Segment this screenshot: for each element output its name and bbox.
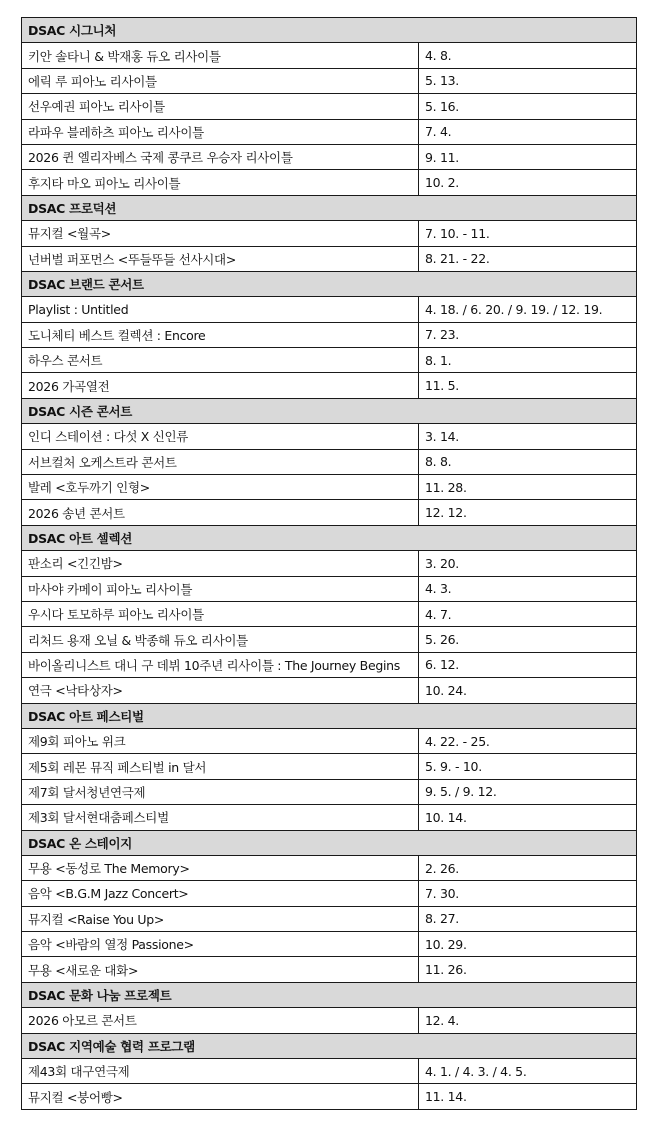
program-date: 4. 22. - 25. bbox=[419, 728, 637, 753]
program-date: 8. 8. bbox=[419, 449, 637, 474]
program-row bbox=[22, 627, 637, 652]
program-row bbox=[22, 246, 637, 271]
program-date: 5. 26. bbox=[419, 627, 637, 652]
program-date: 10. 14. bbox=[419, 805, 637, 830]
program-date: 5. 9. - 10. bbox=[419, 754, 637, 779]
section-header-row bbox=[22, 271, 637, 296]
program-date: 10. 2. bbox=[419, 170, 637, 195]
program-name: 뮤지컬 <붕어빵> bbox=[22, 1084, 419, 1109]
program-row bbox=[22, 551, 637, 576]
program-row bbox=[22, 779, 637, 804]
program-row bbox=[22, 348, 637, 373]
program-date: 6. 12. bbox=[419, 652, 637, 677]
program-date: 9. 5. / 9. 12. bbox=[419, 779, 637, 804]
program-date: 7. 23. bbox=[419, 322, 637, 347]
program-date: 12. 12. bbox=[419, 500, 637, 525]
program-row bbox=[22, 119, 637, 144]
section-header-row bbox=[22, 1033, 637, 1058]
program-date: 11. 14. bbox=[419, 1084, 637, 1109]
program-name: 라파우 블레하츠 피아노 리사이틀 bbox=[22, 119, 419, 144]
program-name: 제7회 달서청년연극제 bbox=[22, 779, 419, 804]
program-date: 10. 29. bbox=[419, 932, 637, 957]
program-row bbox=[22, 932, 637, 957]
program-date: 7. 30. bbox=[419, 881, 637, 906]
program-date: 8. 27. bbox=[419, 906, 637, 931]
section-title: DSAC 아트 페스티벌 bbox=[22, 703, 637, 728]
program-row bbox=[22, 906, 637, 931]
program-name: 연극 <낙타상자> bbox=[22, 678, 419, 703]
program-name: 제9회 피아노 위크 bbox=[22, 728, 419, 753]
section-header-row bbox=[22, 398, 637, 423]
program-row bbox=[22, 1059, 637, 1084]
program-name: 음악 <B.G.M Jazz Concert> bbox=[22, 881, 419, 906]
section-title: DSAC 브랜드 콘서트 bbox=[22, 271, 637, 296]
program-name: 2026 가곡열전 bbox=[22, 373, 419, 398]
program-name: 판소리 <긴긴밤> bbox=[22, 551, 419, 576]
program-row bbox=[22, 678, 637, 703]
program-date: 2. 26. bbox=[419, 855, 637, 880]
program-date: 4. 18. / 6. 20. / 9. 19. / 12. 19. bbox=[419, 297, 637, 322]
program-date: 5. 13. bbox=[419, 68, 637, 93]
program-date: 4. 3. bbox=[419, 576, 637, 601]
program-name: Playlist : Untitled bbox=[22, 297, 419, 322]
program-row bbox=[22, 652, 637, 677]
section-header-row bbox=[22, 195, 637, 220]
program-name: 넌버벌 퍼포먼스 <뚜들뚜들 선사시대> bbox=[22, 246, 419, 271]
section-title: DSAC 아트 셀렉션 bbox=[22, 525, 637, 550]
program-row bbox=[22, 449, 637, 474]
program-name: 2026 아모르 콘서트 bbox=[22, 1008, 419, 1033]
program-row bbox=[22, 424, 637, 449]
program-date: 8. 21. - 22. bbox=[419, 246, 637, 271]
program-row bbox=[22, 170, 637, 195]
section-title: DSAC 시그니처 bbox=[22, 18, 637, 43]
section-header-row bbox=[22, 982, 637, 1007]
program-name: 뮤지컬 <Raise You Up> bbox=[22, 906, 419, 931]
program-row bbox=[22, 1008, 637, 1033]
program-date: 9. 11. bbox=[419, 144, 637, 169]
program-date: 8. 1. bbox=[419, 348, 637, 373]
program-name: 무용 <새로운 대화> bbox=[22, 957, 419, 982]
program-name: 마사야 카메이 피아노 리사이틀 bbox=[22, 576, 419, 601]
section-title: DSAC 시즌 콘서트 bbox=[22, 398, 637, 423]
program-row bbox=[22, 322, 637, 347]
section-header-row bbox=[22, 830, 637, 855]
program-row bbox=[22, 728, 637, 753]
program-name: 하우스 콘서트 bbox=[22, 348, 419, 373]
program-row bbox=[22, 373, 637, 398]
program-name: 우시다 토모하루 피아노 리사이틀 bbox=[22, 601, 419, 626]
program-date: 7. 4. bbox=[419, 119, 637, 144]
section-header-row bbox=[22, 18, 637, 43]
schedule-body bbox=[22, 18, 637, 1110]
program-date: 11. 5. bbox=[419, 373, 637, 398]
program-row bbox=[22, 601, 637, 626]
program-name: 제5회 레몬 뮤직 페스티벌 in 달서 bbox=[22, 754, 419, 779]
program-name: 무용 <동성로 The Memory> bbox=[22, 855, 419, 880]
section-title: DSAC 문화 나눔 프로젝트 bbox=[22, 982, 637, 1007]
section-title: DSAC 온 스테이지 bbox=[22, 830, 637, 855]
program-name: 키안 솔타니 & 박재홍 듀오 리사이틀 bbox=[22, 43, 419, 68]
program-row bbox=[22, 221, 637, 246]
program-date: 5. 16. bbox=[419, 94, 637, 119]
program-name: 리처드 용재 오닐 & 박종해 듀오 리사이틀 bbox=[22, 627, 419, 652]
program-row bbox=[22, 144, 637, 169]
program-row bbox=[22, 68, 637, 93]
program-date: 11. 28. bbox=[419, 475, 637, 500]
program-date: 4. 8. bbox=[419, 43, 637, 68]
program-date: 3. 20. bbox=[419, 551, 637, 576]
program-name: 음악 <바람의 열정 Passione> bbox=[22, 932, 419, 957]
program-row bbox=[22, 855, 637, 880]
section-header-row bbox=[22, 703, 637, 728]
program-row bbox=[22, 297, 637, 322]
program-name: 제3회 달서현대춤페스티벌 bbox=[22, 805, 419, 830]
program-name: 2026 퀸 엘리자베스 국제 콩쿠르 우승자 리사이틀 bbox=[22, 144, 419, 169]
program-row bbox=[22, 94, 637, 119]
program-name: 인디 스테이션 : 다섯 X 신인류 bbox=[22, 424, 419, 449]
program-date: 4. 7. bbox=[419, 601, 637, 626]
program-row bbox=[22, 43, 637, 68]
program-name: 제43회 대구연극제 bbox=[22, 1059, 419, 1084]
program-row bbox=[22, 957, 637, 982]
program-date: 4. 1. / 4. 3. / 4. 5. bbox=[419, 1059, 637, 1084]
program-row bbox=[22, 475, 637, 500]
program-name: 바이올리니스트 대니 구 데뷔 10주년 리사이틀 : The Journey Begins bbox=[22, 652, 419, 677]
program-name: 2026 송년 콘서트 bbox=[22, 500, 419, 525]
program-date: 12. 4. bbox=[419, 1008, 637, 1033]
program-date: 7. 10. - 11. bbox=[419, 221, 637, 246]
program-date: 11. 26. bbox=[419, 957, 637, 982]
section-header-row bbox=[22, 525, 637, 550]
program-name: 뮤지컬 <월곡> bbox=[22, 221, 419, 246]
program-row bbox=[22, 500, 637, 525]
program-name: 발레 <호두까기 인형> bbox=[22, 475, 419, 500]
program-name: 후지타 마오 피아노 리사이틀 bbox=[22, 170, 419, 195]
program-row bbox=[22, 576, 637, 601]
section-title: DSAC 프로덕션 bbox=[22, 195, 637, 220]
program-row bbox=[22, 1084, 637, 1109]
program-name: 에릭 루 피아노 리사이틀 bbox=[22, 68, 419, 93]
program-name: 서브컬처 오케스트라 콘서트 bbox=[22, 449, 419, 474]
program-row bbox=[22, 881, 637, 906]
program-date: 3. 14. bbox=[419, 424, 637, 449]
program-row bbox=[22, 805, 637, 830]
program-name: 도니체티 베스트 컬렉션 : Encore bbox=[22, 322, 419, 347]
program-row bbox=[22, 754, 637, 779]
program-schedule-table bbox=[21, 17, 637, 1110]
program-date: 10. 24. bbox=[419, 678, 637, 703]
program-name: 선우예권 피아노 리사이틀 bbox=[22, 94, 419, 119]
section-title: DSAC 지역예술 협력 프로그램 bbox=[22, 1033, 637, 1058]
